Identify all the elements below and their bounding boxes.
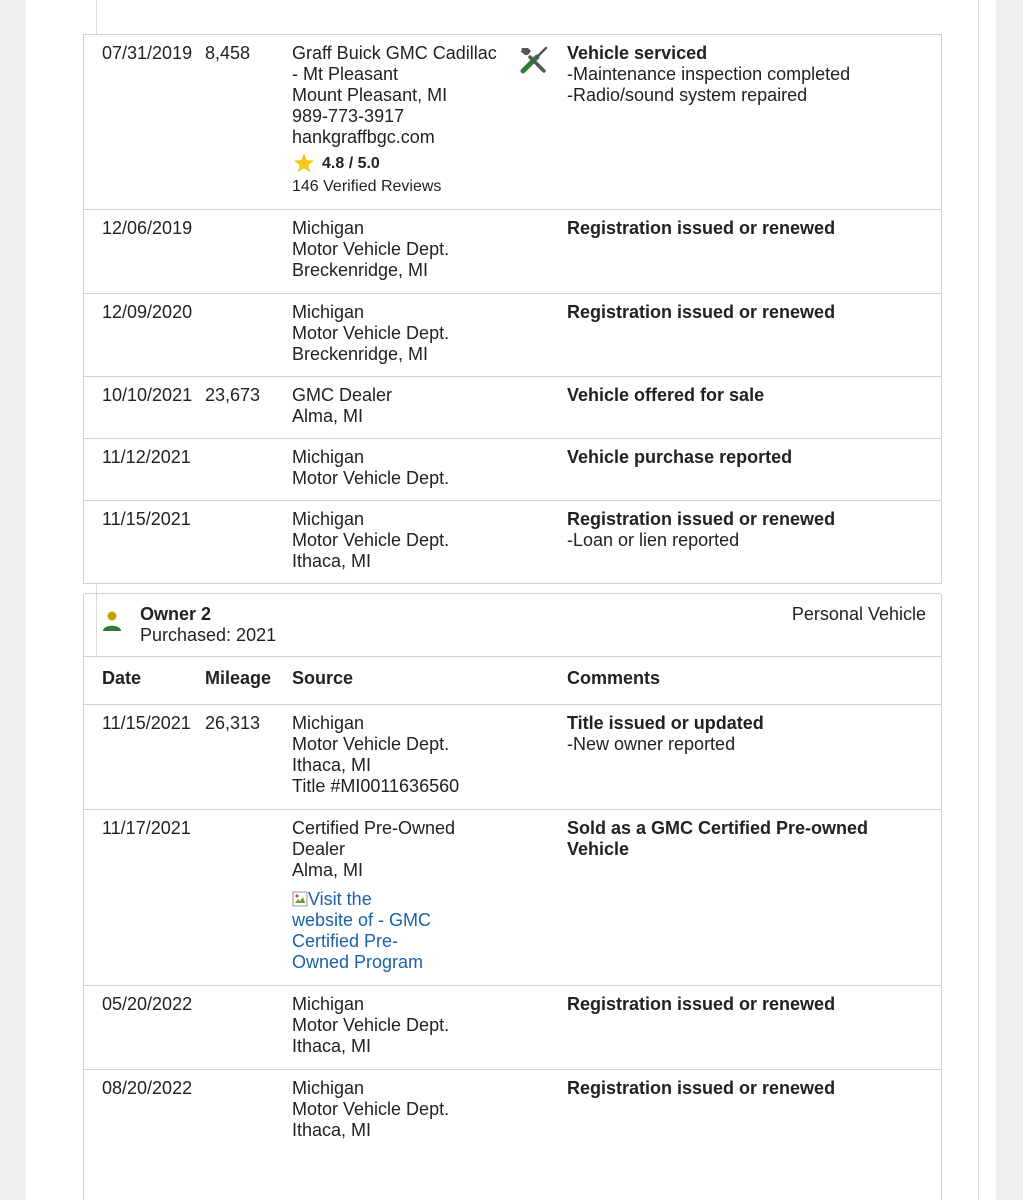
table-row (84, 809, 941, 985)
owner1-history-table (83, 34, 942, 584)
source-line: Ithaca, MI (292, 755, 372, 775)
review-count[interactable]: 146 Verified Reviews (292, 178, 442, 195)
source-line: Michigan (292, 218, 365, 238)
record-mileage (205, 810, 292, 985)
source-line: Michigan (292, 302, 365, 322)
source-line: Ithaca, MI (292, 1120, 372, 1140)
record-comments (567, 377, 941, 438)
record-comments (567, 1070, 941, 1200)
icon-cell (517, 210, 567, 293)
table-row (84, 500, 941, 583)
record-comments (567, 986, 941, 1069)
record-source (292, 810, 517, 985)
record-mileage: 8,458 (205, 43, 251, 63)
table-row (84, 376, 941, 438)
record-source (292, 35, 517, 209)
header-mileage: Mileage (205, 668, 272, 688)
icon-cell (517, 501, 567, 583)
record-date: 10/10/2021 (102, 385, 193, 405)
record-date: 11/17/2021 (102, 818, 191, 838)
record-date: 07/31/2019 (102, 43, 193, 63)
source-line: Motor Vehicle Dept. (292, 323, 450, 343)
link-line: website of - GMC (292, 910, 432, 930)
source-line: Dealer (292, 839, 346, 859)
source-line: Motor Vehicle Dept. (292, 239, 450, 259)
comment-title: Vehicle purchase reported (567, 447, 793, 467)
record-mileage: 23,673 (205, 385, 261, 405)
table-row (84, 1069, 941, 1200)
source-line: Michigan (292, 447, 365, 467)
icon-cell (517, 377, 567, 438)
link-line (292, 889, 517, 910)
source-line: - Mt Pleasant (292, 64, 399, 84)
source-line: Motor Vehicle Dept. (292, 1015, 450, 1035)
link-text: Visit the (308, 889, 372, 909)
record-mileage (205, 986, 292, 1069)
title-number: Title #MI0011636560 (292, 776, 460, 796)
record-source (292, 705, 517, 809)
source-line: Michigan (292, 509, 365, 529)
record-source (292, 210, 517, 293)
record-mileage (205, 439, 292, 500)
source-line: GMC Dealer (292, 385, 393, 405)
source-line: Graff Buick GMC Cadillac (292, 43, 497, 63)
source-line: Breckenridge, MI (292, 344, 429, 364)
person-icon (102, 610, 122, 632)
icon-cell (517, 439, 567, 500)
source-line: Michigan (292, 994, 365, 1014)
table-row (84, 704, 941, 809)
comment-detail: - New owner reported (567, 734, 941, 755)
comment-detail: - Maintenance inspection completed (567, 64, 941, 85)
record-date: 11/12/2021 (102, 447, 191, 467)
record-comments (567, 35, 941, 209)
record-source (292, 439, 517, 500)
link-line: Owned Program (292, 952, 424, 972)
record-comments (567, 210, 941, 293)
source-line: Alma, MI (292, 860, 364, 880)
source-line: Motor Vehicle Dept. (292, 530, 450, 550)
record-comments (567, 501, 941, 583)
comment-title: Registration issued or renewed (567, 218, 836, 238)
header-comments: Comments (567, 668, 661, 688)
header-icon-cell (517, 657, 567, 704)
source-line: Motor Vehicle Dept. (292, 468, 450, 488)
icon-cell (517, 294, 567, 376)
source-line: Ithaca, MI (292, 1036, 372, 1056)
comment-detail: - Radio/sound system repaired (567, 85, 941, 106)
source-line: Ithaca, MI (292, 551, 372, 571)
source-line: Motor Vehicle Dept. (292, 1099, 450, 1119)
comment-title: Title issued or updated (567, 713, 764, 733)
record-comments (567, 810, 941, 985)
record-date: 08/20/2022 (102, 1078, 193, 1098)
table-row (84, 34, 941, 209)
record-source (292, 1070, 517, 1200)
rating-value: 4.8 / 5.0 (322, 154, 380, 172)
comment-title: Registration issued or renewed (567, 994, 836, 1014)
table-row (84, 985, 941, 1069)
record-mileage (205, 210, 292, 293)
record-mileage (205, 1070, 292, 1200)
icon-cell (517, 1070, 567, 1200)
icon-cell (517, 810, 567, 985)
record-date: 11/15/2021 (102, 509, 191, 529)
owner-vehicle-type: Personal Vehicle (791, 604, 926, 624)
table-header-row (84, 656, 941, 704)
owner2-header (83, 593, 942, 656)
record-source (292, 377, 517, 438)
record-mileage (205, 501, 292, 583)
comment-title: Registration issued or renewed (567, 302, 836, 322)
source-line: Alma, MI (292, 406, 364, 426)
record-comments (567, 705, 941, 809)
header-source: Source (292, 668, 354, 688)
gmc-cpo-website-link[interactable] (292, 889, 517, 973)
record-source (292, 986, 517, 1069)
record-mileage (205, 294, 292, 376)
record-date: 11/15/2021 (102, 713, 191, 733)
owner-name: Owner 2 (140, 604, 212, 624)
record-date: 12/09/2020 (102, 302, 193, 322)
record-source (292, 294, 517, 376)
comment-title: Vehicle serviced (567, 43, 708, 63)
header-date: Date (102, 668, 142, 688)
source-line: Motor Vehicle Dept. (292, 734, 450, 754)
source-line: Michigan (292, 713, 365, 733)
comment-title: Vehicle offered for sale (567, 385, 765, 405)
star-icon (292, 152, 316, 174)
record-date: 12/06/2019 (102, 218, 193, 238)
table-row (84, 209, 941, 293)
record-comments (567, 294, 941, 376)
source-line: Mount Pleasant, MI (292, 85, 448, 105)
comment-title: Registration issued or renewed (567, 509, 836, 529)
table-row (84, 438, 941, 500)
source-phone[interactable]: 989-773-3917 (292, 106, 405, 126)
icon-cell (517, 705, 567, 809)
comment-detail: - Loan or lien reported (567, 530, 941, 551)
owner2-history-table (83, 656, 942, 1200)
record-comments (567, 439, 941, 500)
link-line: Certified Pre- (292, 931, 399, 951)
comment-title: Sold as a GMC Certified Pre-owned Vehicle (567, 818, 869, 859)
owner-purchased: Purchased: 2021 (140, 625, 277, 645)
record-mileage: 26,313 (205, 713, 261, 733)
source-line: Breckenridge, MI (292, 260, 429, 280)
record-date: 05/20/2022 (102, 994, 193, 1014)
broken-image-icon (292, 891, 308, 907)
comment-title: Registration issued or renewed (567, 1078, 836, 1098)
table-row (84, 293, 941, 376)
dealer-rating[interactable] (292, 152, 517, 174)
wrench-screwdriver-icon (517, 43, 551, 77)
source-line: Michigan (292, 1078, 365, 1098)
source-line: Certified Pre-Owned (292, 818, 456, 838)
icon-cell (517, 986, 567, 1069)
service-icon-cell (517, 35, 567, 209)
record-source (292, 501, 517, 583)
source-website[interactable]: hankgraffbgc.com (292, 127, 435, 147)
